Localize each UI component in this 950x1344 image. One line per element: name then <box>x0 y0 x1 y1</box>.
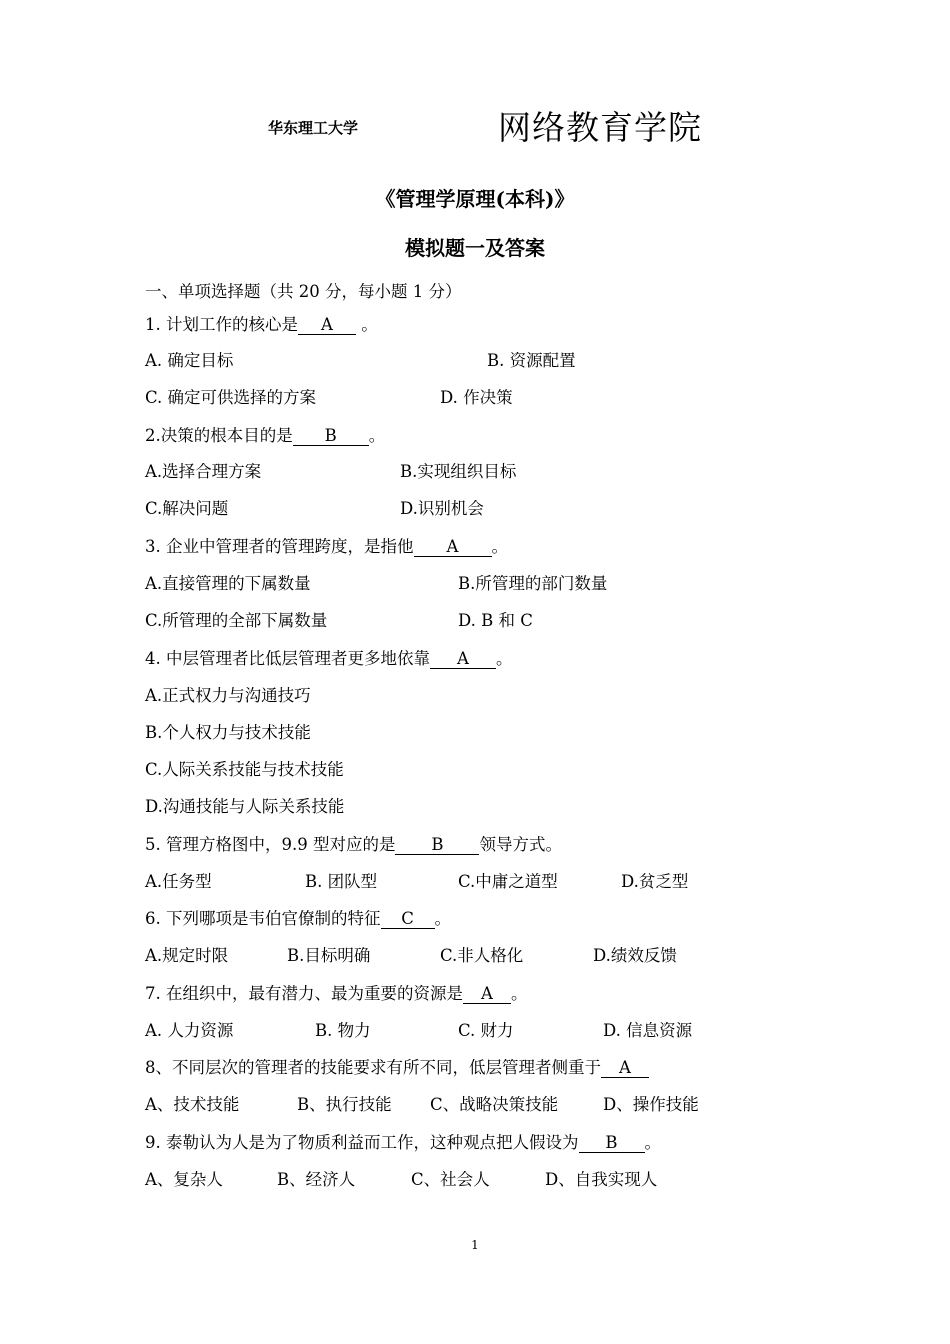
option-a: A、复杂人 <box>145 1170 223 1189</box>
header-college: 网络教育学院 <box>498 108 702 147</box>
option-d: D.绩效反馈 <box>593 946 677 965</box>
option-b: B、执行技能 <box>297 1095 392 1114</box>
option-b: B.实现组织目标 <box>400 462 517 481</box>
option-c: C.非人格化 <box>440 946 524 965</box>
option-d: D、自我实现人 <box>545 1170 658 1189</box>
option-d: D.贫乏型 <box>621 872 689 891</box>
question-stem: 1. 计划工作的核心是 <box>145 315 298 334</box>
option-d: D. B 和 C <box>458 611 533 630</box>
option-a: A.正式权力与沟通技巧 <box>145 686 311 705</box>
question-stem: 6. 下列哪项是韦伯官僚制的特征 <box>145 909 381 928</box>
option-a: A. 人力资源 <box>145 1021 234 1040</box>
option-d: D、操作技能 <box>603 1095 699 1114</box>
option-b: B.所管理的部门数量 <box>458 574 608 593</box>
question-2-stem <box>145 426 385 446</box>
question-7-stem <box>145 984 528 1004</box>
option-c: C、战略决策技能 <box>430 1095 559 1114</box>
question-1-stem <box>145 315 378 335</box>
question-stem: 7. 在组织中，最有潜力、最为重要的资源是 <box>145 984 463 1003</box>
answer-blank: C <box>381 910 435 929</box>
option-b: B. 物力 <box>315 1021 371 1040</box>
question-stem: 9. 泰勒认为人是为了物质利益而工作，这种观点把人假设为 <box>145 1133 579 1152</box>
question-suffix: 。 <box>491 537 508 556</box>
question-stem: 3. 企业中管理者的管理跨度，是指他 <box>145 537 414 556</box>
question-3-stem <box>145 537 508 557</box>
option-b: B.目标明确 <box>287 946 371 965</box>
question-4-stem <box>145 649 513 669</box>
section-heading: 一、单项选择题（共 20 分，每小题 1 分） <box>145 282 462 301</box>
answer-blank: A <box>463 985 511 1004</box>
question-stem: 4. 中层管理者比低层管理者更多地依靠 <box>145 649 430 668</box>
page-number: 1 <box>471 1238 479 1252</box>
question-stem: 5. 管理方格图中，9.9 型对应的是 <box>145 835 396 854</box>
option-b: B. 资源配置 <box>487 351 576 370</box>
option-c: C.中庸之道型 <box>458 872 558 891</box>
option-b: B. 团队型 <box>305 872 378 891</box>
question-8-stem <box>145 1058 649 1078</box>
question-suffix: 。 <box>368 426 386 445</box>
option-c: C.解决问题 <box>145 499 229 518</box>
option-c: C. 确定可供选择的方案 <box>145 388 317 407</box>
exam-subtitle: 模拟题一及答案 <box>405 236 545 260</box>
question-stem: 8、不同层次的管理者的技能要求有所不同，低层管理者侧重于 <box>145 1058 601 1077</box>
answer-blank: B <box>395 836 479 855</box>
option-d: D.识别机会 <box>400 499 484 518</box>
option-c: C.人际关系技能与技术技能 <box>145 760 344 779</box>
question-suffix: 领导方式。 <box>479 835 562 854</box>
option-b: B、经济人 <box>277 1170 356 1189</box>
question-suffix: 。 <box>511 984 528 1003</box>
question-9-stem <box>145 1133 661 1153</box>
header-university: 华东理工大学 <box>268 119 359 137</box>
question-6-stem <box>145 909 451 929</box>
answer-blank: A <box>298 316 356 335</box>
answer-blank: B <box>293 427 369 446</box>
question-5-stem <box>145 835 562 855</box>
answer-blank: A <box>414 538 492 557</box>
answer-blank: B <box>579 1134 645 1153</box>
option-c: C、社会人 <box>411 1170 490 1189</box>
question-stem: 2.决策的根本目的是 <box>145 426 293 445</box>
option-b: B.个人权力与技术技能 <box>145 723 311 742</box>
question-suffix: 。 <box>356 315 378 334</box>
option-c: C.所管理的全部下属数量 <box>145 611 328 630</box>
option-a: A. 确定目标 <box>145 351 234 370</box>
option-a: A.直接管理的下属数量 <box>145 574 311 593</box>
option-d: D.沟通技能与人际关系技能 <box>145 797 345 816</box>
question-suffix: 。 <box>434 909 451 928</box>
option-d: D. 信息资源 <box>603 1021 693 1040</box>
option-a: A.任务型 <box>145 872 212 891</box>
option-a: A.选择合理方案 <box>145 462 262 481</box>
option-a: A.规定时限 <box>145 946 229 965</box>
option-a: A、技术技能 <box>145 1095 240 1114</box>
option-c: C. 财力 <box>458 1021 514 1040</box>
question-suffix: 。 <box>496 649 513 668</box>
answer-blank: A <box>601 1059 649 1078</box>
answer-blank: A <box>430 650 496 669</box>
course-title: 《管理学原理(本科)》 <box>375 187 575 211</box>
question-suffix: 。 <box>644 1133 661 1152</box>
option-d: D. 作决策 <box>440 388 513 407</box>
